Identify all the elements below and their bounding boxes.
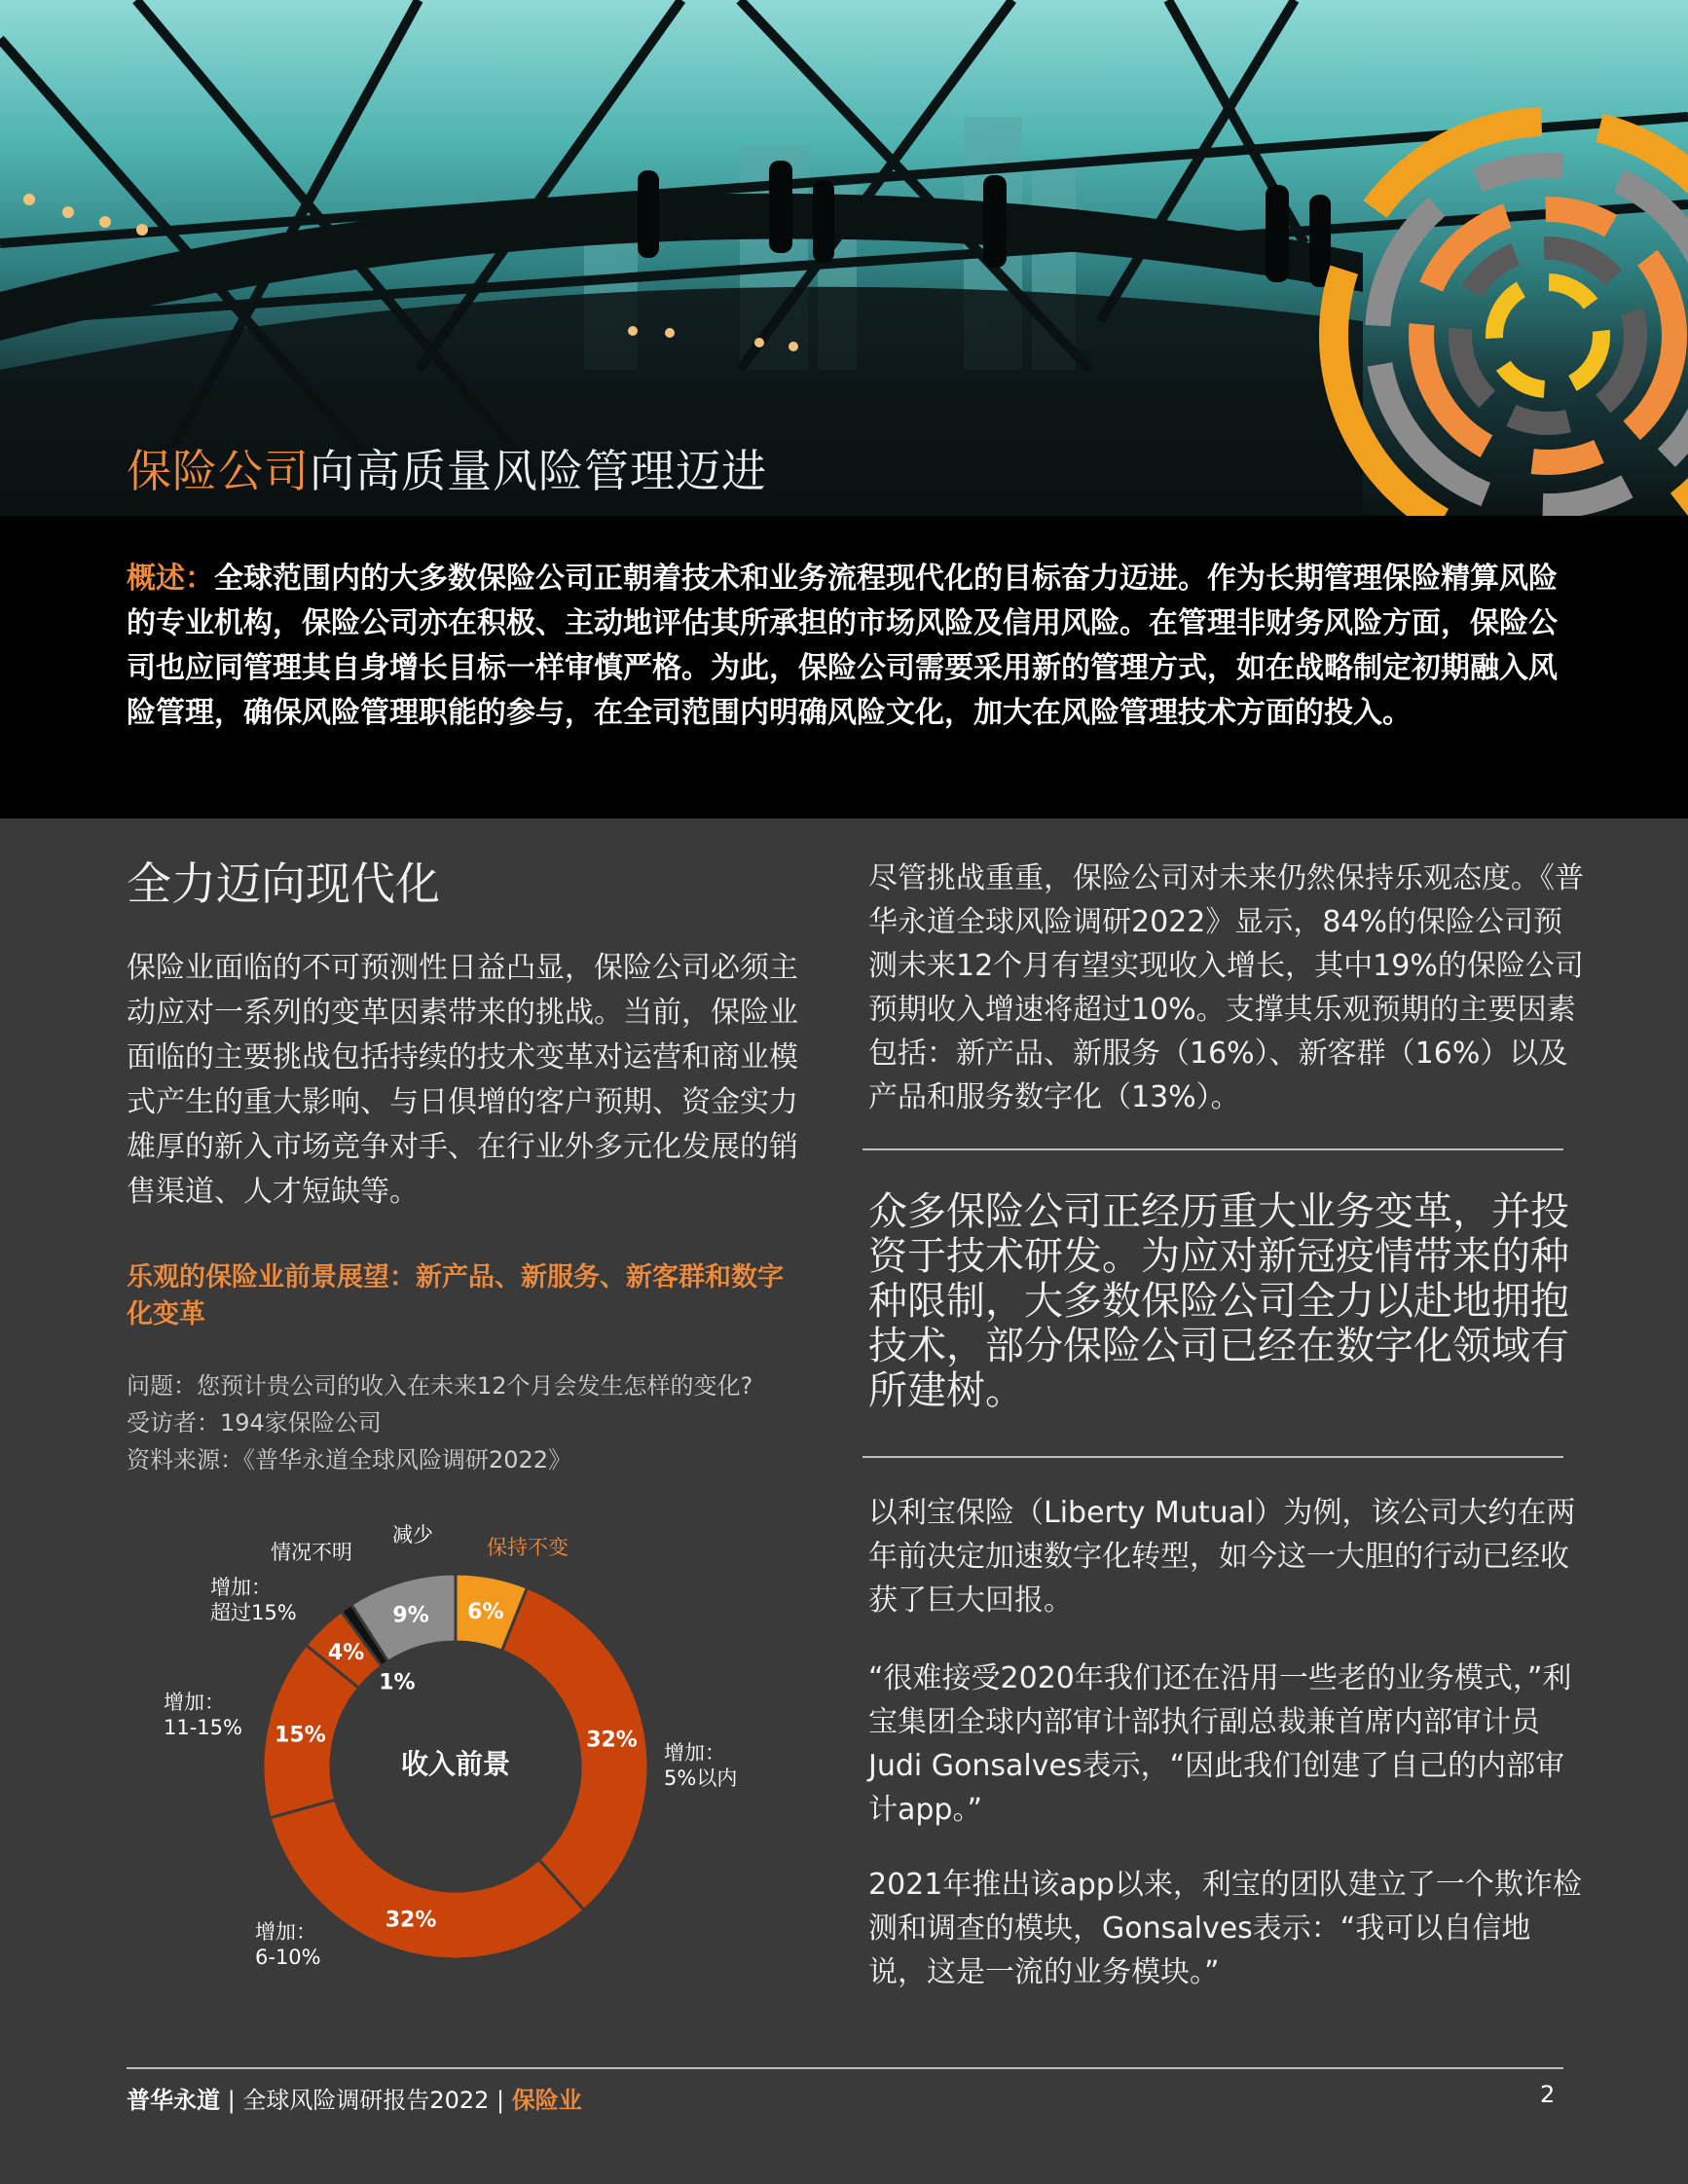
hero-banner [0, 0, 1688, 516]
right-paragraph-2: 以利宝保险（Liberty Mutual）为例，该公司大约在两年前决定加速数字化转型，如今这一大胆的行动已经收获了巨大回报。 [868, 1496, 1576, 1618]
donut-category-label: 减少 [392, 1523, 433, 1547]
donut-value-label: 9% [392, 1603, 429, 1628]
summary-label: 概述： [127, 562, 214, 596]
decorative-rings-graphic [1334, 122, 1688, 516]
left-body-text: 保险业面临的不可预测性日益凸显，保险公司必须主动应对一系列的变革因素带来的挑战。当前，保险业面临的主要挑战包括持续的技术变革对运营和商业模式产生的重大影响、与日俱增的客户预期、资金实力雄厚的新入市场竞争对手、在行业外多元化发展的销售渠道、人才短缺等。 [127, 951, 798, 1209]
divider-rule-bottom [862, 1456, 1563, 1458]
page-number: 2 [1540, 2081, 1556, 2108]
donut-value-label: 32% [385, 1908, 437, 1933]
donut-category-label: 增加： 11-15% [164, 1691, 242, 1739]
section-heading: 全力迈向现代化 [127, 857, 440, 910]
chart-center-title: 收入前景 [400, 1748, 511, 1780]
footer-separator-2: | [489, 2087, 512, 2114]
summary-paragraph [127, 557, 1567, 736]
donut-category-label: 情况不明 [271, 1541, 352, 1564]
hero-title [127, 436, 767, 500]
donut-value-label: 15% [275, 1723, 326, 1748]
footer-report: 全球风险调研报告2022 [242, 2087, 490, 2114]
footer-separator-1: | [220, 2087, 243, 2114]
chart-source: 资料来源：《普华永道全球风险调研2022》 [127, 1446, 572, 1474]
chart-heading: 乐观的保险业前景展望：新产品、新服务、新客群和数字化变革 [127, 1262, 784, 1329]
right-paragraph-3: “很难接受2020年我们还在沿用一些老的业务模式，”利宝集团全球内部审计部执行副总裁兼首席内部审计员Judi Gonsalves表示，“因此我们创建了自己的内部审计app。” [868, 1661, 1572, 1827]
footer-brand: 普华永道 [127, 2087, 220, 2114]
donut-category-label: 增加： 6-10% [255, 1920, 321, 1969]
footer [127, 2081, 582, 2115]
divider-rule-top [862, 1148, 1563, 1150]
donut-chart [0, 1499, 857, 1985]
donut-value-label: 1% [379, 1670, 416, 1695]
hero-title-accent: 保险公司 [127, 445, 310, 497]
right-paragraph-1: 尽管挑战重重，保险公司对未来仍然保持乐观态度。《普华永道全球风险调研2022》显示，84%的保险公司预测未来12个月有望实现收入增长，其中19%的保险公司预期收入增速将超过10%。支撑其乐观预期的主要因素包括：新产品、新服务（16%）、新客群（16%）以及产品和服务数字化（13%）。 [868, 861, 1584, 1114]
pull-quote: 众多保险公司正经历重大业务变革，并投资于技术研发。为应对新冠疫情带来的种种限制，大多数保险公司全力以赴地拥抱技术，部分保险公司已经在数字化领域有所建树。 [868, 1189, 1569, 1413]
hero-title-rest: 向高质量风险管理迈进 [310, 445, 767, 497]
chart-question: 问题：您预计贵公司的收入在未来12个月会发生怎样的变化? [127, 1372, 753, 1400]
footer-industry: 保险业 [511, 2087, 582, 2114]
donut-value-label: 6% [467, 1599, 504, 1624]
chart-respondents: 受访者：194家保险公司 [127, 1409, 382, 1437]
footer-rule [127, 2067, 1563, 2069]
donut-category-label: 增加：超过15% [210, 1576, 297, 1624]
donut-category-label: 保持不变 [487, 1536, 569, 1559]
donut-value-label: 4% [327, 1641, 365, 1666]
donut-category-label: 增加： 5%以内 [664, 1741, 738, 1790]
donut-value-label: 32% [586, 1728, 638, 1753]
donut-slice [270, 1800, 584, 1959]
summary-band [0, 516, 1688, 819]
right-paragraph-4: 2021年推出该app以来，利宝的团队建立了一个欺诈检测和调查的模块，Gonsalves表示：“我可以自信地说，这是一流的业务模块。” [868, 1868, 1582, 1989]
summary-text: 全球范围内的大多数保险公司正朝着技术和业务流程现代化的目标奋力迈进。作为长期管理保险精算风险的专业机构，保险公司亦在积极、主动地评估其所承担的市场风险及信用风险。在管理非财务风险方面，保险公司也应同管理其自身增长目标一样审慎严格。为此，保险公司需要采用新的管理方式，如在战略制定初期融入风险管理，确保风险管理职能的参与，在全司范围内明确风险文化，加大在风险管理技术方面的投入。 [127, 562, 1558, 730]
